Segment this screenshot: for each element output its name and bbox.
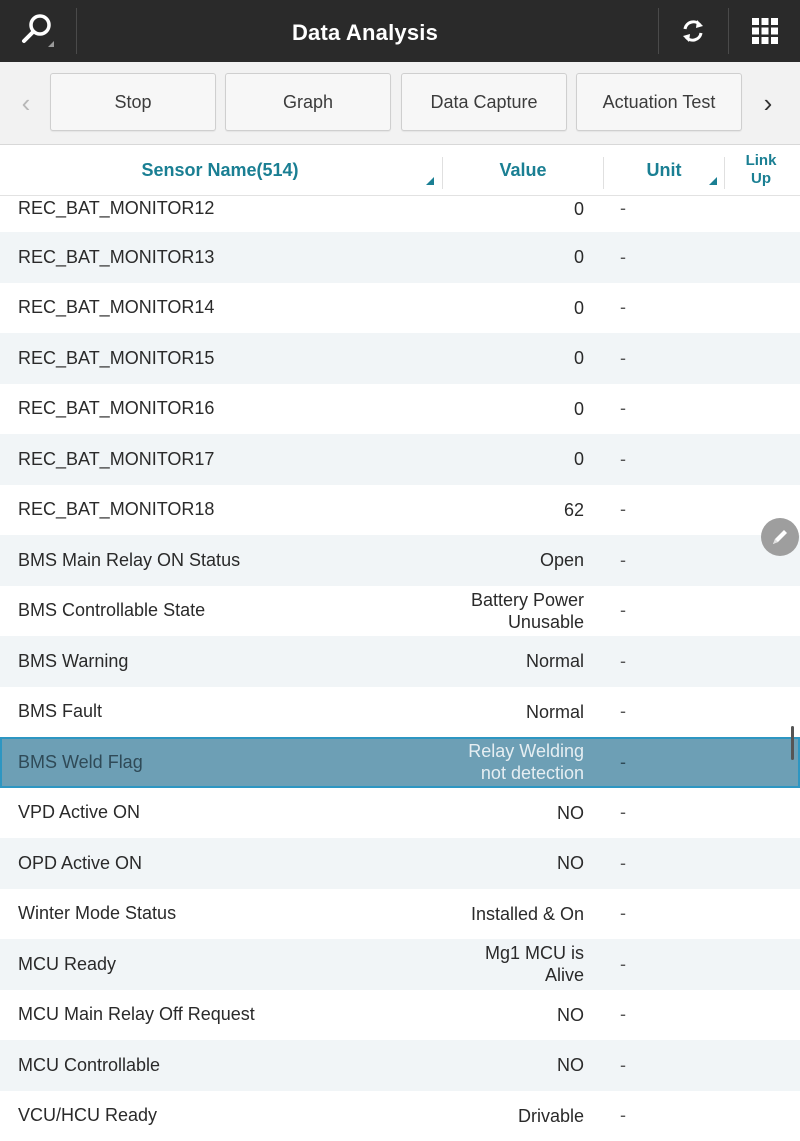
sensor-name: BMS Weld Flag bbox=[18, 751, 143, 772]
sensor-value: 0 bbox=[573, 449, 584, 470]
grid-menu-icon bbox=[751, 17, 779, 45]
sensor-unit: - bbox=[620, 448, 626, 469]
sensor-name: MCU Ready bbox=[18, 953, 117, 974]
sensor-value: NO bbox=[557, 1004, 584, 1025]
table-row[interactable] bbox=[0, 838, 800, 889]
sensor-unit: - bbox=[620, 701, 626, 722]
sensor-name: BMS Fault bbox=[18, 701, 103, 722]
data-capture-button[interactable]: Data Capture bbox=[401, 73, 567, 131]
sensor-value: NO bbox=[557, 853, 584, 874]
sensor-name: BMS Main Relay ON Status bbox=[18, 549, 241, 570]
table-row[interactable] bbox=[0, 889, 800, 940]
scrollbar-thumb[interactable] bbox=[791, 726, 794, 760]
table-row[interactable] bbox=[0, 535, 800, 586]
table-row-selected[interactable] bbox=[0, 737, 800, 788]
sensor-unit: - bbox=[620, 246, 626, 267]
page-title: Data Analysis bbox=[291, 20, 439, 45]
sensor-name: MCU Controllable bbox=[18, 1054, 161, 1075]
sensor-value: NO bbox=[557, 802, 584, 823]
sort-sensor-name-icon bbox=[426, 177, 434, 185]
sensor-value: 0 bbox=[573, 247, 584, 268]
sensor-name: BMS Controllable State bbox=[18, 600, 206, 621]
table-row[interactable] bbox=[0, 990, 800, 1041]
sensor-unit: - bbox=[620, 802, 626, 823]
sensor-value-line2: Alive bbox=[544, 965, 584, 986]
column-sensor-name[interactable]: Sensor Name(514) bbox=[141, 159, 299, 180]
table-row[interactable] bbox=[0, 283, 800, 334]
sensor-unit: - bbox=[620, 903, 626, 924]
refresh-button[interactable] bbox=[660, 0, 726, 62]
sensor-value: Drivable bbox=[517, 1105, 584, 1126]
sensor-unit: - bbox=[620, 1004, 626, 1025]
sensor-unit: - bbox=[620, 398, 626, 419]
table-row[interactable] bbox=[0, 687, 800, 738]
sensor-unit: - bbox=[620, 953, 626, 974]
sensor-name: REC_BAT_MONITOR14 bbox=[18, 297, 215, 318]
sensor-name: REC_BAT_MONITOR13 bbox=[18, 246, 215, 267]
table-row[interactable] bbox=[0, 1040, 800, 1091]
refresh-icon bbox=[678, 16, 708, 46]
search-button[interactable] bbox=[0, 0, 76, 62]
sensor-name: REC_BAT_MONITOR18 bbox=[18, 499, 215, 520]
sensor-name: MCU Main Relay Off Request bbox=[18, 1004, 255, 1025]
sensor-unit: - bbox=[620, 297, 626, 318]
sensor-name: OPD Active ON bbox=[18, 852, 143, 873]
sensor-unit: - bbox=[620, 347, 626, 368]
table-row[interactable] bbox=[0, 384, 800, 435]
stop-button[interactable]: Stop bbox=[50, 73, 216, 131]
sensor-value: 0 bbox=[573, 348, 584, 369]
sensor-value-line2: Unusable bbox=[507, 611, 584, 632]
title-separator-right bbox=[728, 8, 729, 54]
sensor-value-line1: Relay Welding bbox=[468, 741, 584, 762]
sensor-value: Normal bbox=[525, 701, 584, 722]
sensor-value bbox=[420, 939, 584, 990]
column-value[interactable]: Value bbox=[499, 159, 547, 180]
sensor-unit: - bbox=[620, 1105, 626, 1126]
sensor-name: VPD Active ON bbox=[18, 802, 141, 823]
table-row[interactable] bbox=[0, 333, 800, 384]
sensor-name: REC_BAT_MONITOR16 bbox=[18, 398, 215, 419]
sensor-value: 0 bbox=[573, 398, 584, 419]
sensor-name: BMS Warning bbox=[18, 650, 129, 671]
actuation-test-button[interactable]: Actuation Test bbox=[576, 73, 742, 131]
sensor-table-body bbox=[0, 196, 800, 1141]
column-link-up[interactable]: Link Up bbox=[745, 152, 777, 187]
sensor-unit: - bbox=[620, 198, 626, 218]
sensor-value-line1: Battery Power bbox=[470, 589, 584, 610]
pencil-icon bbox=[769, 526, 791, 548]
table-row[interactable] bbox=[0, 1091, 800, 1141]
sensor-name: REC_BAT_MONITOR17 bbox=[18, 448, 215, 469]
table-row[interactable] bbox=[0, 939, 800, 990]
chevron-right-icon: › bbox=[763, 87, 773, 118]
scroll-left-button[interactable] bbox=[4, 62, 48, 144]
floating-edit-button[interactable] bbox=[761, 518, 799, 556]
sensor-value-line1: Mg1 MCU is bbox=[484, 943, 584, 964]
table-row[interactable] bbox=[0, 788, 800, 839]
sensor-unit: - bbox=[620, 549, 626, 570]
table-row[interactable] bbox=[0, 232, 800, 283]
graph-button[interactable]: Graph bbox=[225, 73, 391, 131]
column-unit[interactable]: Unit bbox=[646, 159, 682, 180]
title-bar bbox=[0, 0, 800, 62]
sensor-name: REC_BAT_MONITOR15 bbox=[18, 347, 215, 368]
sensor-value: NO bbox=[557, 1055, 584, 1076]
sensor-value: Normal bbox=[525, 651, 584, 672]
search-icon bbox=[18, 11, 58, 51]
sensor-unit: - bbox=[620, 650, 626, 671]
sensor-unit: - bbox=[620, 499, 626, 520]
table-row[interactable] bbox=[0, 636, 800, 687]
sensor-unit: - bbox=[620, 751, 626, 772]
sensor-value: 0 bbox=[573, 199, 584, 219]
sensor-name: Winter Mode Status bbox=[18, 903, 177, 924]
sensor-value bbox=[420, 739, 584, 786]
table-row[interactable] bbox=[0, 434, 800, 485]
sensor-unit: - bbox=[620, 852, 626, 873]
action-toolbar bbox=[0, 62, 800, 145]
chevron-left-icon: ‹ bbox=[21, 87, 31, 118]
sensor-name: VCU/HCU Ready bbox=[18, 1105, 158, 1126]
sort-unit-icon bbox=[709, 177, 717, 185]
sensor-unit: - bbox=[620, 600, 626, 621]
table-header bbox=[0, 145, 800, 196]
sensor-name: REC_BAT_MONITOR12 bbox=[18, 198, 215, 218]
sensor-value bbox=[420, 586, 584, 637]
table-row[interactable] bbox=[0, 485, 800, 536]
sensor-value: Open bbox=[539, 550, 584, 571]
table-row[interactable] bbox=[0, 196, 800, 232]
sensor-value: 62 bbox=[563, 499, 584, 520]
table-row[interactable] bbox=[0, 586, 800, 637]
scroll-right-button[interactable] bbox=[746, 62, 790, 144]
sensor-unit: - bbox=[620, 1054, 626, 1075]
sensor-value: Installed & On bbox=[470, 903, 584, 924]
title-separator-mid bbox=[658, 8, 659, 54]
grid-menu-button[interactable] bbox=[730, 0, 800, 62]
sensor-value: 0 bbox=[573, 297, 584, 318]
sensor-value-line2: not detection bbox=[480, 763, 584, 784]
